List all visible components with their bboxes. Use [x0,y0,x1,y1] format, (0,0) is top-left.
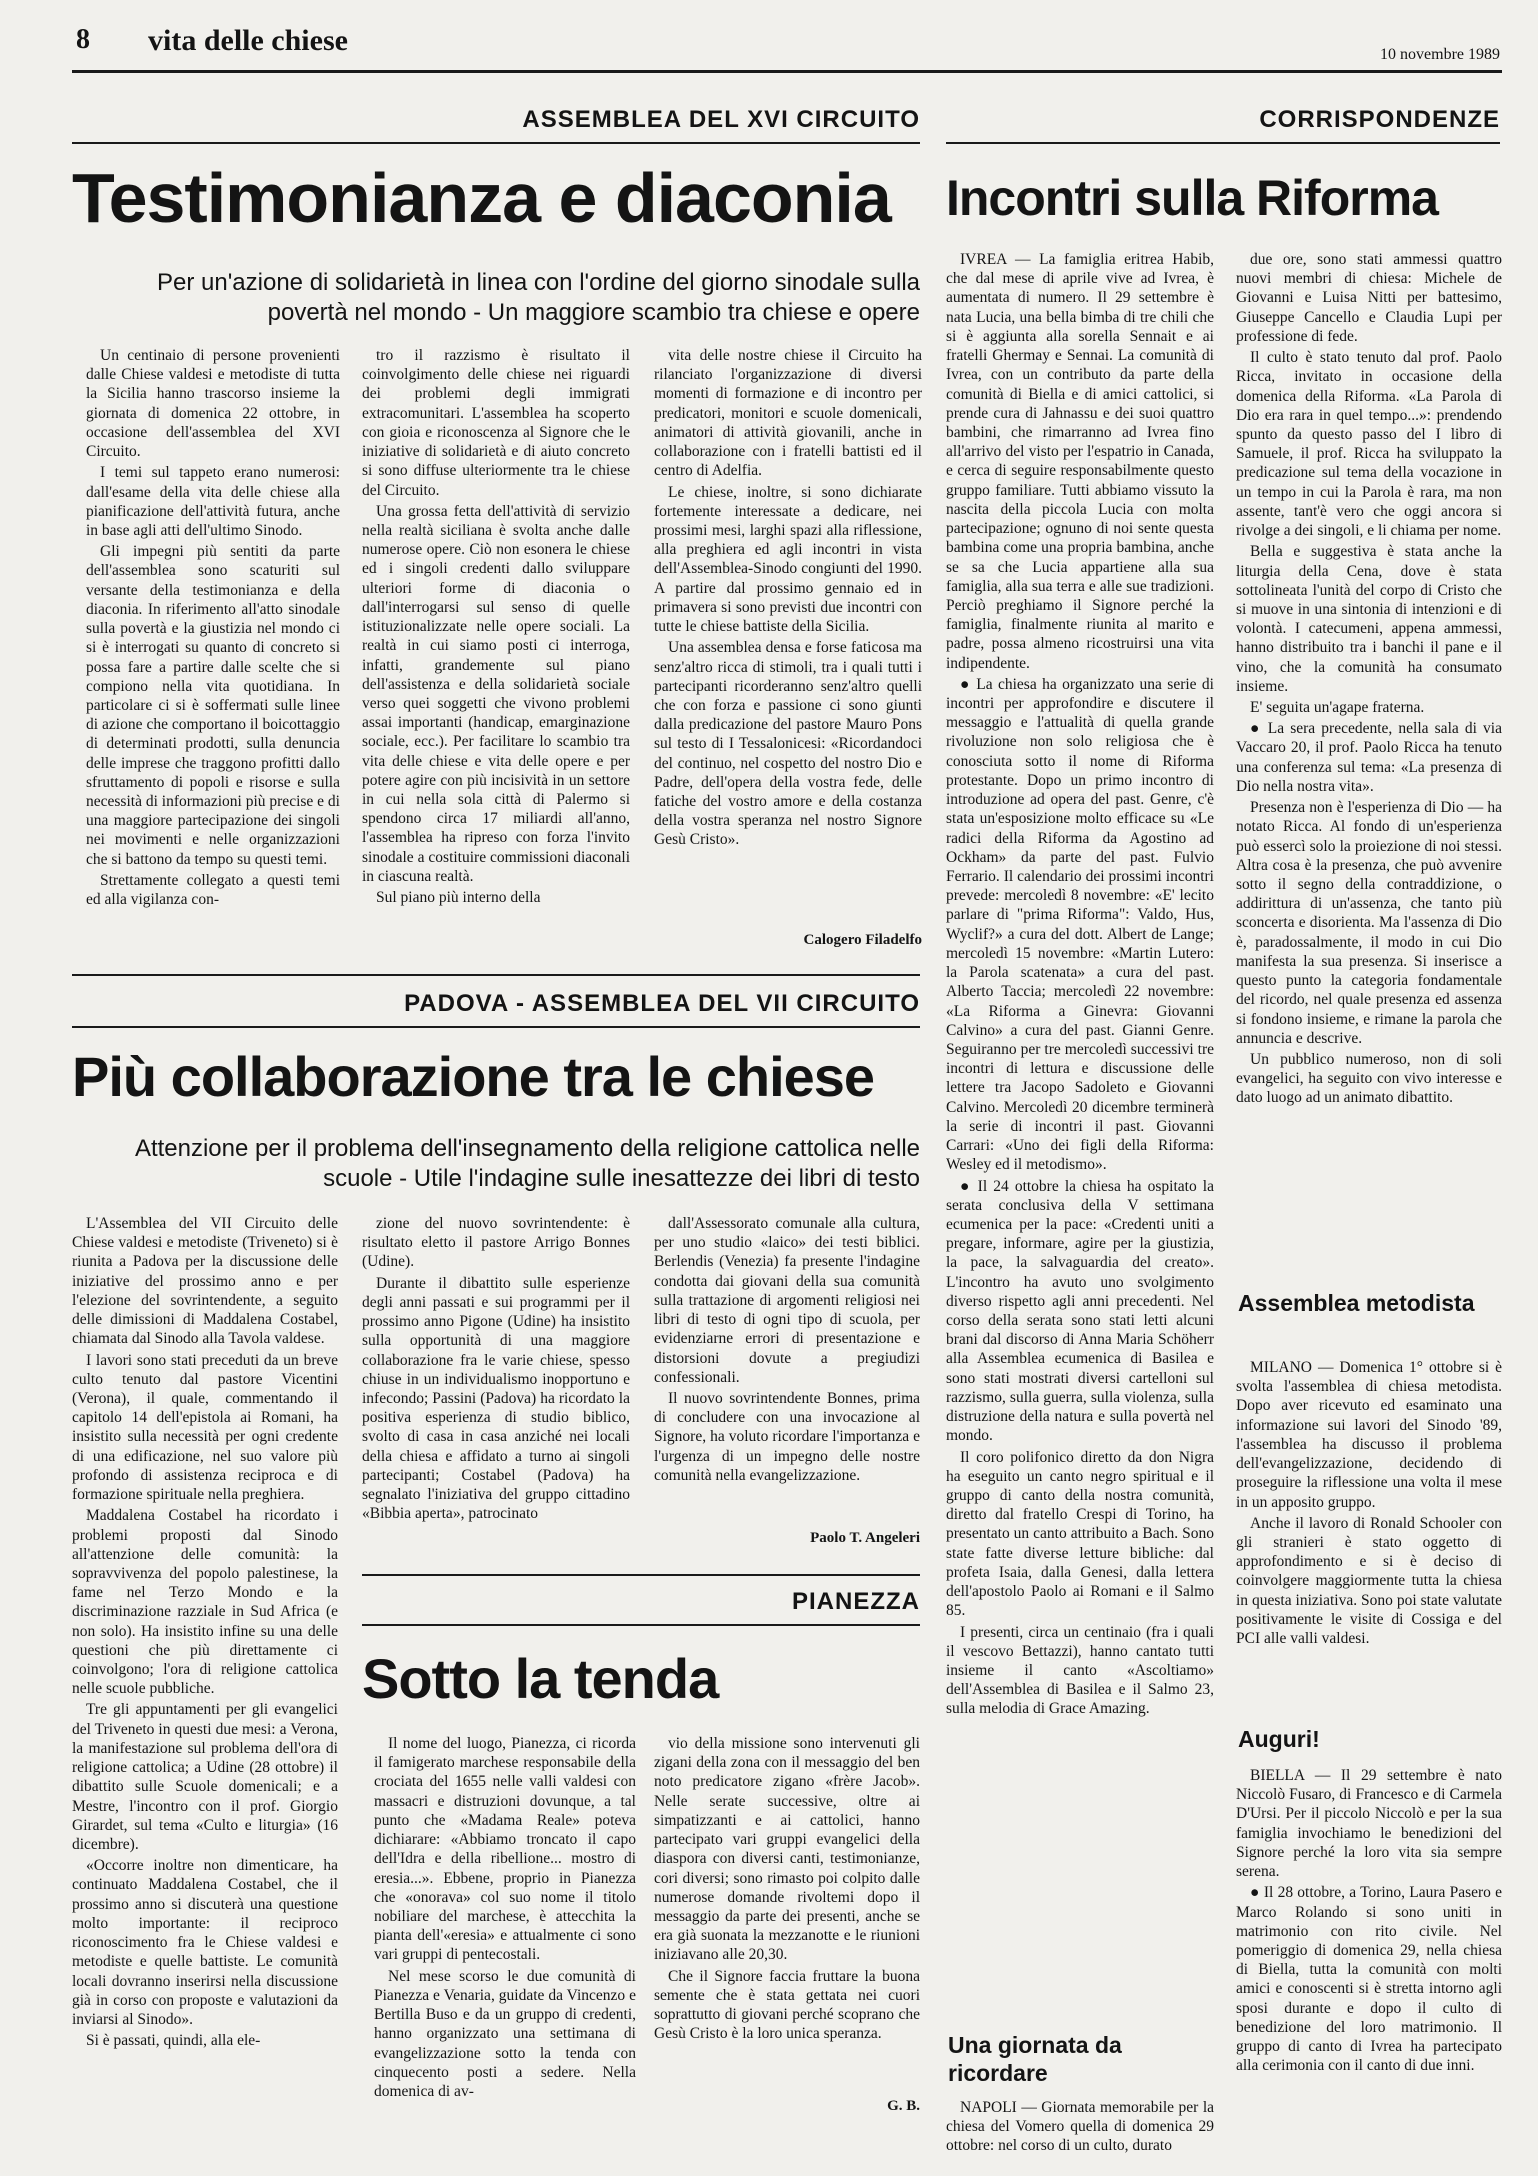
article2-column-2 [362,1214,630,1554]
paragraph: Presenza non è l'esperienza di Dio — ha notato Ricca. Al fondo di un'esperienza può essercì solo la proiezione di noi stessi. Altra cosa è la presenza, che può avvenire sotto il segno della contraddizione, o addirittura di un'assenza, che tanto più sconcerta e disorienta. Ma l'assenza di Dio è, paradossalmente, il modo in cui Dio manifesta la sua presenza. Si inserisce a questo punto la categoria fondamentale del ricordo, nel quale presenza ed assenza si fondono insieme, e rimane la parola che annuncia e descrive. [1236,799,1502,1047]
paragraph: «Occorre inoltre non dimenticare, ha continuato Maddalena Costabel, che il prossimo anno si discuterà una questione molto importante: il reciproco riconoscimento fra le Chiese valdesi e metodiste e quelle battiste. Le comunità locali dovranno inserirsi nella discussione già in corso con proposte e valutazioni da inviarsi al Sinodo». [72,1857,338,2028]
paragraph: I temi sul tappeto erano numerosi: dall'esame della vita delle chiese alla pianificazione dell'attività futura, anche in base agli atti dell'ultimo Sinodo. [86,464,340,539]
article3-column-1 [374,1734,636,2134]
article5-title: Assemblea metodista [1238,1290,1475,1316]
paragraph: E' seguita un'agape fraterna. [1250,699,1425,717]
paragraph: ● La sera precedente, nella sala di via Vaccaro 20, il prof. Paolo Ricca ha tenuto una conferenza sul tema: «La presenza di Dio nella nostra vita». [1236,720,1502,795]
paragraph: Strettamente collegato a questi temi ed alla vigilanza con- [86,871,340,909]
paragraph: Le chiese, inoltre, si sono dichiarate fortemente interessate a dedicare, nei prossimi mesi, larghi spazi alla riflessione, alla preghiera ed agli incontri in vista dell'Assemblea-Sinodo congiunti del 1990. A partire dal prossimo gennaio ed in primavera si sono previsti due incontri con tutte le chiese battiste della Sicilia. [654,483,922,636]
paragraph: ● La chiesa ha organizzato una serie di incontri per approfondire e discutere il messaggio e l'attualità di quella grande rivoluzione non solo religiosa che è conosciuta sotto il nome di Riforma protestante. Dopo un primo incontro di introduzione ad opera del past. Genre, c'è stata un'esposizione molto efficace su «Le radici della Riforma da Agostino ad Ockham» da parte del past. Fulvio Ferrario. Il calendario dei prossimi incontri prevede: mercoledì 8 novembre: «E' lecito parlare di "prima Riforma": Valdo, Hus, Wyclif?» a cura del dott. Albert de Lange; mercoledì 15 novembre: «Martin Lutero: la Parola scatenata» a cura del past. Alberto Taccia; mercoledì 22 novembre: «La Riforma a Ginevra: Giovanni Calvino» a cura del past. Gianni Genre. Seguiranno per tre mercoledì successivi tre incontri di lettura e discussione delle lettere tra Jacopo Sadoleto e Giovanni Calvino. Mercoledì 20 dicembre terminerà la serie di incontri il past. Giovanni Carrari: «Uno dei figli della Riforma: Wesley ed il metodismo». [946,675,1214,1174]
paragraph: ● Il 28 ottobre, a Torino, Laura Pasero e Marco Rolando si sono uniti in matrimonio con rito civile. Nel pomeriggio di domenica 29, nella chiesa di Biella, tutta la comunità con molti amici e conoscenti si è stretta intorno agli sposi durante e dopo il culto di benedizione del loro matrimonio. Il gruppo di canto di Ivrea ha partecipato alla cerimonia con il canto di due inni. [1236,1884,1502,2075]
article4-kicker-rule [946,142,1500,144]
paragraph: Una assemblea densa e forse faticosa ma senz'altro ricca di stimoli, tra i quali tutti i partecipanti ricorderanno senz'altro quelli che con forza e passione ci sono giunti dalla predicazione del pastore Mauro Pons sul testo di I Tessalonicesi: «Ricordandoci del continuo, nel cospetto del nostro Dio e Padre, dell'opera della vostra fede, delle fatiche del vostro amore e della costanza della vostra speranza nel nostro Signore Gesù Cristo». [654,639,922,849]
paragraph: ● Il 24 ottobre la chiesa ha ospitato la serata conclusiva della V settimana ecumenica per la pace: «Credenti uniti a pregare, informare, agire per la giustizia, la pace, la salvaguardia del creato». L'incontro ha avuto uno svolgimento diverso rispetto agli anni precedenti. Nel corso della serata sono stati letti alcuni brani dal discorso di Anna Maria Schöherr alla Assemblea ecumenica di Basilea e sono stati mostrati diversi cartelloni sul razzismo, sulla guerra, sulla violenza, sulla distruzione della natura e sulla povertà nel mondo. [946,1177,1214,1445]
paragraph: due ore, sono stati ammessi quattro nuovi membri di chiesa: Michele de Giovanni e Luisa Nitti per battesimo, Giuseppe Cancello e Claudia Lupi per professione di fede. [1236,251,1502,345]
paragraph: Tre gli appuntamenti per gli evangelici del Triveneto in questi due mesi: a Verona, la manifestazione sul problema dell'ora di religione cattolica; a Udine (28 ottobre) il dibattito sulle Scuole domenicali; e a Mestre, l'incontro con il prof. Giorgio Girardet, sul tema «Culto e liturgia» (16 dicembre). [72,1701,338,1853]
paragraph: vita delle nostre chiese il Circuito ha rilanciato l'organizzazione di diversi momenti di formazione e di incontro per predicatori, monitori e scuole domenicali, animatori di attività giovanili, anche in collaborazione con i fratelli battisti ed il centro di Adelfia. [654,347,922,480]
paragraph: Una grossa fetta dell'attività di servizio nella realtà siciliana è svolta anche dalle numerose opere. Ciò non esonera le chiese ed i singoli credenti dallo sviluppare ulteriori forme di diaconia o dall'interrogarsi sul senso di quelle istituzionalizzate nelle opere sociali. La realtà in cui siamo posti ci interroga, infatti, grandemente sul piano dell'assistenza e della solidarietà sociale verso quei soggetti che vivono problemi assai importanti (handicap, emarginazione sociale, ecc.). Per facilitare lo scambio tra vita delle chiese e vita delle opere e per potere agire con più incisività in un settore in cui nella sola città di Palermo si spendono circa 17 miliardi all'anno, l'assemblea ha ripreso con forza l'invito sinodale a costituire commissioni diaconali in ciascuna realtà. [362,502,630,885]
paragraph: Bella e suggestiva è stata anche la liturgia della Cena, dove è stata sottolineata l'unità del corpo di Cristo che si muove in una sintonia di intenzioni e di volontà. I catecumeni, appena ammessi, hanno distribuito tra i banchi il pane e il vino, che la comunità ha consumato insieme. [1236,543,1502,695]
paragraph: I lavori sono stati preceduti da un breve culto tenuto dal pastore Vicentini (Verona), il quale, commentando il capitolo 14 dell'epistola ai Romani, ha insistito sulla necessità per ogni credente di una edificazione, nel suo valore più profondo di assistenza reciproca e di formazione spirituale nella preghiera. [72,1351,338,1504]
paragraph: NAPOLI — Giornata memorabile per la chiesa del Vomero quella di domenica 29 ottobre: nel corso di un culto, durato [946,2099,1214,2155]
article4-column-a [946,250,1214,2016]
header-rule [72,70,1502,73]
article1-signature: Calogero Filadelfo [803,932,922,948]
paragraph: L'Assemblea del VII Circuito delle Chiese valdesi e metodiste (Triveneto) si è riunita a Padova per la discussione delle iniziative del prossimo anno e per l'elezione del sovrintendente, a seguito delle dimissioni di Maddalena Costabel, chiamata dal Sinodo alla Tavola valdese. [72,1215,338,1348]
article7-body [946,2098,1214,2168]
paragraph: Maddalena Costabel ha ricordato i problemi proposti dal Sinodo all'attenzione delle comunità: la sopravvivenza del popolo palestinese, la fame nel Terzo Mondo e la discriminazione razziale in Sud Africa (e non solo). Ha insistito infine su una delle questioni che più direttamente ci coinvolgono; l'ora di religione cattolica nelle scuole pubbliche. [72,1507,338,1698]
article2-signature: Paolo T. Angeleri [810,1530,920,1546]
paragraph: vio della missione sono intervenuti gli zigani della zona con il messaggio del ben noto predicatore zigano «frère Jacob». Nelle serate successive, oltre ai simpatizzanti e ai cattolici, hanno partecipato vari gruppi evangelici della diaspora con diversi canti, testimonianze, cori diversi; sono rimasto poi colpito dalle numerose domande rivoltemi dopo il messaggio da parte dei presenti, anche se era già suonata la mezzanotte e le riunioni iniziavano alle 20,30. [654,1735,920,1964]
paragraph: BIELLA — Il 29 settembre è nato Niccolò Fusaro, di Francesco e di Carmela D'Ursi. Per il piccolo Niccolò e per la sua famiglia invochiamo le benedizioni del Signore perché la loro vita sia sempre serena. [1236,1767,1502,1881]
article3-top-rule [362,1574,920,1576]
paragraph: Nel mese scorso le due comunità di Pianezza e Venaria, guidate da Vincenzo e Bertilla Buso e da un gruppo di credenti, hanno organizzato una settimana di evangelizzazione sotto la tenda con cinquecento posti a sedere. Nella domenica di av- [374,1967,636,2100]
paragraph: Sul piano più interno della [376,889,541,907]
article1-column-3 [654,346,922,926]
article1-column-1 [86,346,340,954]
paragraph: Si è passati, quindi, alla ele- [86,2032,261,2050]
issue-date: 10 novembre 1989 [1380,46,1500,63]
paragraph: Un centinaio di persone provenienti dalle Chiese valdesi e metodiste di tutta la Sicilia hanno trascorso insieme la giornata di domenica 22 ottobre, in occasione dell'assemblea del XVI Circuito. [86,347,340,461]
article5-body [1236,1358,1502,1702]
paragraph: Il nome del luogo, Pianezza, ci ricorda il famigerato marchese responsabile della crociata del 1655 nelle valli valdesi con massacri e distruzioni dovunque, a tal punto che «Madama Reale» poteva dichiarare: «Abbiamo troncato il capo dell'Idra e della ribellione... mostro di eresia...». Ebbene, proprio in Pianezza che «onorava» col suo nome il titolo nobiliare del marchese, è attecchita la pianta dell'«eresia» e attualmente ci sono vari gruppi di pentecostali. [374,1735,636,1964]
paragraph: dall'Assessorato comunale alla cultura, per uno studio «laico» dei testi biblici. Berlendis (Venezia) fa presente l'indagine condotta dai giovani della sua comunità sulla trattazione di argomenti religiosi nei libri di testo di ogni tipo di scuola, per evidenziarne errori di presentazione e distorsioni dovute a pregiudizi confessionali. [654,1215,920,1386]
paragraph: I presenti, circa un centinaio (fra i quali il vescovo Bettazzi), hanno cantato tutti insieme il canto «Ascoltiamo» dell'Assemblea di Basilea e il Salmo 23, sulla melodia di Grace Amazing. [946,1623,1214,1718]
paragraph: Gli impegni più sentiti da parte dell'assemblea sono scaturiti sul versante della testimonianza e della diaconia. In riferimento all'atto sinodale sulla povertà e la giustizia nel mondo ci si è interrogati su quanto di concreto si possa fare a partire dalle scelte che si compiono nella vita quotidiana. In particolare ci si è soffermati sulle linee di azione che comportano il boicottaggio di determinati prodotti, sulla denuncia delle imprese che traggono profitti dallo sfruttamento di popoli e risorse e sulla necessità di informazioni più precise e di una maggiore partecipazione dei singoli nei movimenti e nelle organizzazioni che si battono da tempo su questi temi. [86,543,340,868]
paragraph: Il coro polifonico diretto da don Nigra ha eseguito un canto negro spiritual e il gruppo di canto della nostra comunità, diretto dal fratello Crespi di Torino, ha presentato un canto attribuito a Bach. Sono state fatte diverse letture bibliche: dal profeta Isaia, dalla Genesi, dalla lettera dell'apostolo Paolo ai Romani e il Salmo 85. [946,1448,1214,1620]
paragraph: Il nuovo sovrintendente Bonnes, prima di concludere con una invocazione al Signore, ha voluto ricordare l'importanza e l'urgenza di un impegno delle nostre comunità nella evangelizzazione. [654,1389,920,1484]
article2-kicker: PADOVA - ASSEMBLEA DEL VII CIRCUITO [404,990,920,1017]
article3-column-2 [654,1734,920,2064]
article7-title: Una giornata da ricordare [948,2032,1122,2086]
article4-column-b [1236,250,1502,1268]
article2-subtitle: Attenzione per il problema dell'insegnamento della religione cattolica nelle scuole - Utile l'indagine sulle inesattezze dei libri di testo [134,1135,920,1192]
article4-title: Incontri sulla Riforma [946,170,1438,226]
article2-column-1 [72,1214,338,2134]
article6-title: Auguri! [1238,1726,1320,1752]
article3-kicker: PIANEZZA [792,1588,920,1615]
paragraph: IVREA — La famiglia eritrea Habib, che dal mese di aprile vive ad Ivrea, è aumentata di numero. Il 29 settembre è nata Lucia, una bella bimba di tre chili che si è aggiunta alla sorella Sennait e ai fratelli Ghermay e Sennai. La comunità di Ivrea, con un contributo da parte della comunità di Biella e di amici cattolici, si prende cura di Jahnassu e dei suoi quattro bambini, che rimarranno ad Ivrea fino all'arrivo del visto per l'espatrio in Canada, e cerca di seguire responsabilmente questo gruppo familiare. Tutti abbiamo vissuto la nascita della piccola Lucia con molta partecipazione; ognuno di noi sente questa bambina come una propria bambina, anche se sa che Lucia appartiene alla sua famiglia, alla sua terra e alle sue tradizioni. Perciò preghiamo il Signore perché la famiglia, finalmente riunita al marito e padre, possa almeno ricostruirsi una vita indipendente. [946,251,1214,672]
paragraph: zione del nuovo sovrintendente: è risultato eletto il pastore Arrigo Bonnes (Udine). [362,1215,630,1271]
article4-kicker: CORRISPONDENZE [1259,106,1500,133]
publication-name: vita delle chiese [148,24,348,57]
article6-body [1236,1766,1502,2160]
article2-kicker-rule [72,1026,920,1028]
paragraph: Durante il dibattito sulle esperienze degli anni passati e sui programmi per il prossimo anno Pigone (Udine) ha insistito sulla opportunità di una maggiore collaborazione fra le varie chiese, spesso chiuse in un individualismo inopportuno e infecondo; Passini (Padova) ha ricordato la positiva esperienza di studio biblico, svolto di casa in casa anziché nei locali della chiesa e affidato a turno ai singoli partecipanti; Costabel (Padova) ha segnalato l'iniziativa del gruppo cittadino «Bibbia aperta», patrocinato [362,1274,630,1523]
article1-title: Testimonianza e diaconia [72,159,891,237]
page-number: 8 [76,24,90,55]
article3-signature: G. B. [887,2098,920,2114]
paragraph: MILANO — Domenica 1° ottobre si è svolta l'assemblea di chiesa metodista. Dopo aver ricevuto ed esaminato una informazione sui lavori del Sinodo '89, l'assemblea ha discusso il problema dell'evangelizzazione, decidendo di proseguire la riflessione una volta il mese in un apposito gruppo. [1236,1359,1502,1511]
article2-title: Più collaborazione tra le chiese [72,1045,875,1108]
article1-subtitle: Per un'azione di solidarietà in linea con l'ordine del giorno sinodale sulla povertà nel mondo - Un maggiore scambio tra chiese e opere [157,269,920,326]
article2-top-rule [72,974,920,976]
paragraph: Il culto è stato tenuto dal prof. Paolo Ricca, invitato in occasione della domenica della Riforma. «La Parola di Dio era rara in quel tempo...»: prendendo spunto da questo passo del I libro di Samuele, il prof. Ricca ha sviluppato la predicazione sul tema della vocazione in un tempo in cui la Parola è rara, ma non assente, tant'è vero che oggi ancora si rivolge a dei singoli, e li chiama per nome. [1236,349,1502,540]
article1-column-2 [362,346,630,954]
paragraph: Anche il lavoro di Ronald Schooler con gli stranieri è stato oggetto di approfondimento e si è deciso di coinvolgere maggiormente tutta la chiesa in questa iniziativa. Sono poi state valutate positivamente le visite di Cossiga e del PCI alle valli valdesi. [1236,1514,1502,1648]
article1-kicker-rule [72,142,920,144]
paragraph: Un pubblico numeroso, non di soli evangelici, ha seguito con vivo interesse e dato luogo ad un animato dibattito. [1236,1050,1502,1107]
paragraph: tro il razzismo è risultato il coinvolgimento delle chiese nei riguardi dei problemi degli immigrati extracomunitari. L'assemblea ha scoperto con gioia e riconoscenza al Signore che le iniziative di solidarietà e di aiuto concreto si sono diffuse ulteriormente tra le chiese del Circuito. [362,347,630,499]
article3-title: Sotto la tenda [362,1647,719,1710]
article3-kicker-rule [362,1624,920,1626]
article1-kicker: ASSEMBLEA DEL XVI CIRCUITO [522,106,920,133]
article2-column-3 [654,1214,920,1514]
paragraph: Che il Signore faccia fruttare la buona semente che è stata gettata nei cuori soprattutto di giovani perché scoprano che Gesù Cristo è la loro unica speranza. [654,1967,920,2043]
